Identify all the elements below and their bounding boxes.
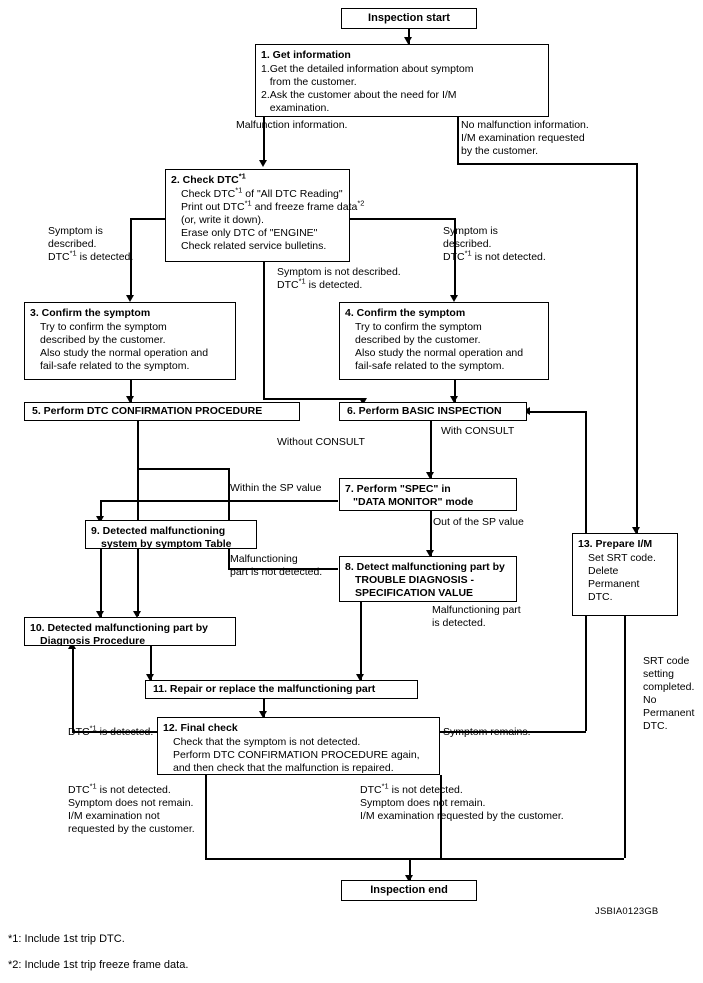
node-line: Set SRT code. xyxy=(588,552,656,564)
connector-2-to-6-v xyxy=(263,262,265,400)
connector-12-to-10-v xyxy=(72,648,74,732)
node-title: 13. Prepare I/M xyxy=(578,538,653,550)
connector-to-9-h xyxy=(100,500,228,502)
node-13-prepare-im[interactable] xyxy=(572,533,678,616)
edge-label-srt-code-completed: SRT code setting completed. No Permanent DTC. xyxy=(643,655,695,732)
edge-label-final-left: DTC$^{*1}$ is not detected. Symptom does not remain. I/M examination not requested by the customer. xyxy=(68,781,195,835)
edge-label-within-sp-value: Within the SP value xyxy=(230,482,322,494)
node-title: 3. Confirm the symptom xyxy=(30,307,151,319)
edge-label-part-not-detected: Malfunctioning part is not detected. xyxy=(230,553,323,578)
node-line: (or, write it down). xyxy=(181,214,264,226)
node-line: Delete xyxy=(588,565,619,577)
node-body xyxy=(30,321,230,373)
node-body xyxy=(30,635,230,648)
node-title: 4. Confirm the symptom xyxy=(345,307,466,319)
edge-label-symptom-described-left: Symptom is described. DTC$^{*1}$ is detected. xyxy=(48,225,134,263)
node-body xyxy=(345,574,511,600)
connector-5-h xyxy=(137,468,229,470)
node-title: 5. Perform DTC CONFIRMATION PROCEDURE xyxy=(32,405,263,417)
node-1-get-information[interactable] xyxy=(255,44,549,117)
node-12-final-check[interactable] xyxy=(157,717,440,775)
edge-label-symptom-remains: Symptom remains. xyxy=(443,726,531,738)
node-title: Inspection end xyxy=(370,884,448,896)
edge-label-without-consult: Without CONSULT xyxy=(277,436,365,448)
node-line: TROUBLE DIAGNOSIS - xyxy=(355,574,475,586)
node-3-confirm-symptom[interactable] xyxy=(24,302,236,380)
node-title: 8. Detect malfunctioning part by xyxy=(345,561,505,573)
connector-13-to-end-v xyxy=(624,616,626,858)
arrowhead xyxy=(450,295,458,302)
node-line: Try to confirm the symptom xyxy=(355,321,482,333)
node-8-detect-malfunctioning-part[interactable] xyxy=(339,556,517,602)
node-line: fail-safe related to the symptom. xyxy=(355,360,505,372)
node-line: Erase only DTC of "ENGINE" xyxy=(181,227,318,239)
edge-label-dtc-is-detected: DTC$^{*1}$ is detected. xyxy=(68,723,154,738)
node-title: 7. Perform "SPEC" in xyxy=(345,483,451,495)
connector-12-to-6-h2 xyxy=(527,411,585,413)
node-6-basic-inspection[interactable] xyxy=(339,402,527,421)
node-11-repair-or-replace[interactable] xyxy=(145,680,418,699)
node-line: Permanent xyxy=(588,578,640,590)
node-line: Diagnosis Procedure xyxy=(40,635,146,647)
node-body xyxy=(345,321,543,373)
node-line: described by the customer. xyxy=(40,334,166,346)
edge-label-with-consult: With CONSULT xyxy=(441,425,515,437)
connector-8-to-11 xyxy=(360,602,362,680)
node-title: 9. Detected malfunctioning xyxy=(91,525,226,537)
node-line: and then check that the malfunction is repaired. xyxy=(173,762,394,774)
node-inspection-start[interactable] xyxy=(341,8,477,29)
connector-2-to-6-h xyxy=(263,398,363,400)
node-line: from the customer. xyxy=(261,76,357,88)
node-5-dtc-confirmation-procedure[interactable] xyxy=(24,402,300,421)
edge-label-symptom-described-right: Symptom is described. DTC$^{*1}$ is not detected. xyxy=(443,225,546,263)
node-body xyxy=(261,63,543,115)
footnote-2: *2: Include 1st trip freeze frame data. xyxy=(8,959,189,971)
node-line: DTC. xyxy=(588,591,613,603)
node-body xyxy=(578,552,672,604)
connector-6-to-7 xyxy=(430,420,432,478)
node-line: Also study the normal operation and xyxy=(40,347,209,359)
edge-label-final-right: DTC$^{*1}$ is not detected. Symptom does not remain. I/M examination requested by the customer. xyxy=(360,781,564,822)
node-line: system by symptom Table xyxy=(101,538,232,550)
edge-label-out-of-sp-value: Out of the SP value xyxy=(433,516,524,528)
connector-12-end-right-h xyxy=(409,858,440,860)
node-body xyxy=(91,538,251,551)
connector-2-to-3-h xyxy=(130,218,165,220)
connector-7-to-9 xyxy=(228,500,338,502)
connector-13-to-end-h xyxy=(440,858,624,860)
node-title: 12. Final check xyxy=(163,722,238,734)
arrowhead xyxy=(404,37,412,44)
node-title: 6. Perform BASIC INSPECTION xyxy=(347,405,502,417)
connector-1-to-13 xyxy=(457,117,459,164)
connector-5-down xyxy=(137,420,139,470)
node-line: Print out DTC$^{*1}$ and freeze frame data$^{*2}$ xyxy=(181,198,365,213)
edge-label-malfunction-information: Malfunction information. xyxy=(236,119,348,131)
node-line: described by the customer. xyxy=(355,334,481,346)
connector-5-to-9-v xyxy=(228,468,230,526)
node-line: fail-safe related to the symptom. xyxy=(40,360,190,372)
node-line: Check DTC$^{*1}$ of "All DTC Reading" xyxy=(181,185,343,200)
node-title: 10. Detected malfunctioning part by xyxy=(30,622,208,634)
node-4-confirm-symptom[interactable] xyxy=(339,302,549,380)
edge-label-symptom-not-described: Symptom is not described. DTC$^{*1}$ is detected. xyxy=(277,266,401,291)
node-line: Check that the symptom is not detected. xyxy=(173,736,361,748)
node-title-line2: "DATA MONITOR" mode xyxy=(353,496,474,508)
connector-2-to-4-h xyxy=(350,218,455,220)
node-line: Try to confirm the symptom xyxy=(40,321,167,333)
node-line: Perform DTC CONFIRMATION PROCEDURE again, xyxy=(173,749,420,761)
arrowhead xyxy=(259,160,267,167)
connector-12-end-left-h xyxy=(205,858,409,860)
connector-13-vert xyxy=(636,163,638,533)
node-9-detected-system-symptom-table[interactable] xyxy=(85,520,257,549)
node-2-check-dtc[interactable] xyxy=(165,169,365,262)
connector-12-end-left-v xyxy=(205,775,207,860)
connector-1-to-13-h xyxy=(457,163,637,165)
node-body xyxy=(163,736,434,775)
node-7-perform-spec[interactable] xyxy=(339,478,517,511)
edge-label-no-malfunction-information: No malfunction information. I/M examination requested by the customer. xyxy=(461,119,589,157)
edge-label-part-is-detected: Malfunctioning part is detected. xyxy=(432,604,521,629)
figure-code: JSBIA0123GB xyxy=(595,906,659,917)
node-title: 2. Check DTC$^{*1}$ xyxy=(171,171,246,186)
node-title: Inspection start xyxy=(368,12,450,24)
node-title: 11. Repair or replace the malfunctioning part xyxy=(153,683,376,695)
node-title: 1. Get information xyxy=(261,49,351,61)
node-line: Also study the normal operation and xyxy=(355,347,524,359)
node-body xyxy=(171,185,365,253)
node-line: Check related service bulletins. xyxy=(181,240,327,252)
arrowhead xyxy=(126,295,134,302)
node-line: SPECIFICATION VALUE xyxy=(355,587,474,599)
connector-9-to-10 xyxy=(100,548,102,618)
node-inspection-end[interactable] xyxy=(341,880,477,901)
footnote-1: *1: Include 1st trip DTC. xyxy=(8,933,125,945)
node-10-detected-part-diagnosis-procedure[interactable] xyxy=(24,617,236,646)
node-line: examination. xyxy=(261,102,330,114)
node-line: 2.Ask the customer about the need for I/M xyxy=(261,89,457,101)
node-line: 1.Get the detailed information about symptom xyxy=(261,63,474,75)
